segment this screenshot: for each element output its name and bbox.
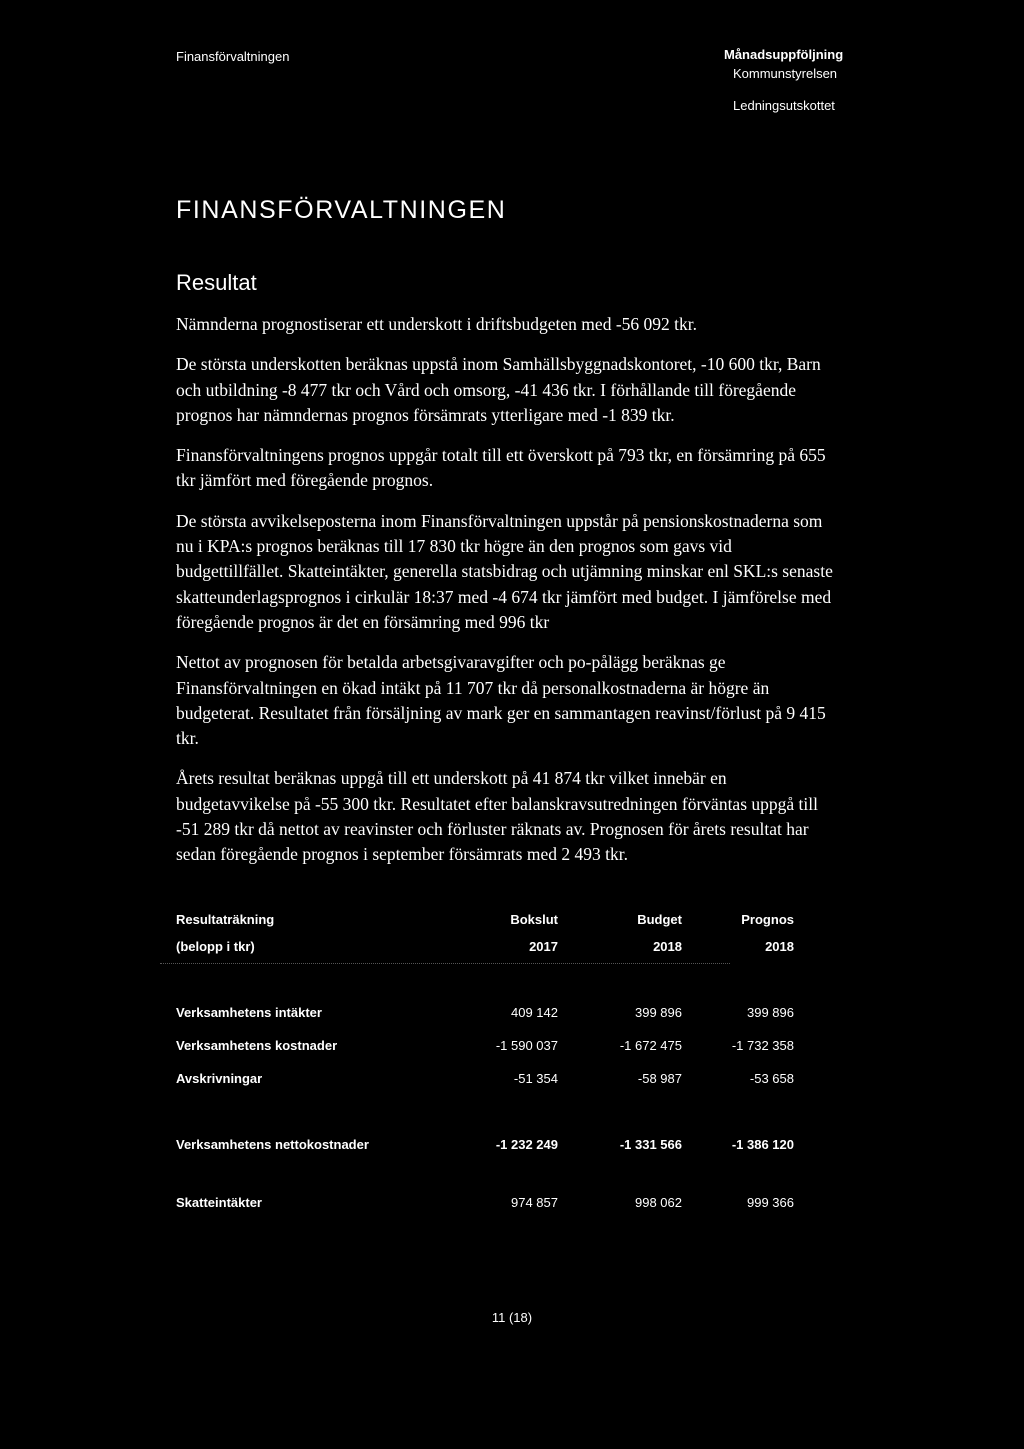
page-title: FINANSFÖRVALTNINGEN: [176, 196, 507, 224]
row-value-2017: 974 857: [511, 1195, 558, 1210]
table-row: [176, 1195, 816, 1215]
page-number: 11 (18): [491, 1310, 533, 1325]
row-label: Verksamhetens kostnader: [176, 1038, 338, 1053]
table-header-col2: 2018: [653, 939, 682, 954]
row-value-2017: -1 590 037: [495, 1038, 558, 1053]
row-value-2017: -1 232 249: [495, 1137, 558, 1152]
table-header-row: [176, 912, 816, 932]
table-header-col1: Bokslut: [510, 912, 558, 927]
table-row: [176, 1005, 816, 1025]
row-value-budget: -1 331 566: [619, 1137, 682, 1152]
row-label: Verksamhetens intäkter: [176, 1005, 322, 1020]
row-value-prognos: -53 658: [749, 1071, 794, 1086]
paragraph: De största avvikelseposterna inom Finansförvaltningen uppstår på pensionskostnaderna som nu i KPA:s prognos beräknas till 17 830 tkr högre än den prognos som gavs vid budgettillfället. Skatteintäkter, generella statsbidrag och utjämning minskar enl SKL:s senaste skatteunderlagsprognos i cirkulär 18:37 med -4 674 tkr jämfört med budget. I jämförelse med föregående prognos är det en försämring med 996 tkr: [176, 510, 833, 632]
row-value-2017: 409 142: [511, 1005, 558, 1020]
header-department: Finansförvaltningen: [176, 49, 290, 64]
row-value-prognos: -1 386 120: [731, 1137, 794, 1152]
table-header-label: Resultaträkning: [176, 912, 275, 927]
paragraph: Nämnderna prognostiserar ett underskott i driftsbudgeten med -56 092 tkr.: [176, 314, 697, 334]
paragraph: Finansförvaltningens prognos uppgår totalt till ett överskott på 793 tkr, en försämring på 655 tkr jämfört med föregående prognos.: [176, 445, 826, 491]
table-row: [176, 1071, 816, 1091]
table-header-row: [176, 939, 816, 959]
paragraph: Nettot av prognosen för betalda arbetsgivaravgifter och po-pålägg beräknas ge Finansförvaltningen en ökad intäkt på 11 707 tkr då personalkostnaderna är högre än budgeterat. Resultatet från försäljning av mark ger en sammantagen reavinst/förlust på 9 415 tkr.: [176, 652, 826, 749]
row-label: Skatteintäkter: [176, 1195, 262, 1210]
header-report-title: Månadsuppföljning: [724, 47, 844, 62]
table-header-col1: 2017: [529, 939, 558, 954]
table-row: [176, 1038, 816, 1058]
table-header-col3: 2018: [765, 939, 794, 954]
table-header-col3: Prognos: [741, 912, 794, 927]
paragraph: De största underskotten beräknas uppstå inom Samhällsbyggnadskontoret, -10 600 tkr, Barn och utbildning -8 477 tkr och Vård och omsorg, -41 436 tkr. I förhållande till föregående prognos har nämndernas prognos försämrats ytterligare med -1 839 tkr.: [176, 354, 821, 425]
row-value-budget: 998 062: [635, 1195, 682, 1210]
table-row: [176, 1137, 816, 1157]
row-value-prognos: -1 732 358: [731, 1038, 794, 1053]
row-value-budget: -58 987: [637, 1071, 682, 1086]
paragraph: Årets resultat beräknas uppgå till ett underskott på 41 874 tkr vilket innebär en budgetavvikelse på -55 300 tkr. Resultatet efter balanskravsutredningen förväntas uppgå till -51 289 tkr då nettot av reavinster och förluster räknats av. Prognosen för årets resultat har sedan föregående prognos i september försämrats med 2 493 tkr.: [176, 768, 818, 865]
row-value-prognos: 399 896: [747, 1005, 794, 1020]
table-divider: [160, 963, 730, 964]
header-board: Kommunstyrelsen: [733, 66, 838, 81]
row-label: Verksamhetens nettokostnader: [176, 1137, 369, 1152]
section-title: Resultat: [176, 270, 257, 295]
row-value-2017: -51 354: [513, 1071, 558, 1086]
header-committee: Ledningsutskottet: [733, 98, 835, 113]
table-header-label: (belopp i tkr): [176, 939, 255, 954]
row-value-budget: 399 896: [635, 1005, 682, 1020]
row-label: Avskrivningar: [176, 1071, 263, 1086]
row-value-prognos: 999 366: [747, 1195, 794, 1210]
table-header-col2: Budget: [637, 912, 682, 927]
body-text: [176, 312, 836, 883]
row-value-budget: -1 672 475: [619, 1038, 682, 1053]
